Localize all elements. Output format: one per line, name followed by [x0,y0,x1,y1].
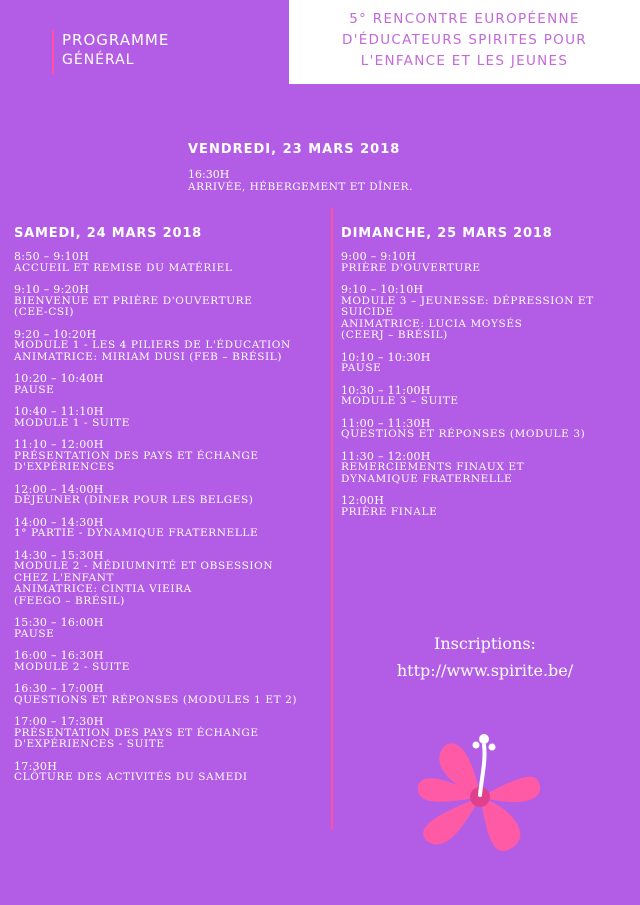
friday-day-heading: VENDREDI, 23 MARS 2018 [188,142,401,157]
schedule-entry [341,284,631,342]
entry-description: MODULE 3 – SUITE [341,395,459,407]
entry-time: 9:20 – 10:20H [14,327,97,341]
entry-description: SUICIDE [341,306,394,318]
inscriptions-url[interactable]: http://www.spirite.be/ [396,661,574,680]
stamen-pollen [489,744,496,751]
entry-description: CHEZ L'ENFANT [14,571,115,584]
stamen-pollen [473,742,480,749]
entry-time: 16:30 – 17:00H [14,682,104,695]
entry-time: 8:50 – 9:10H [14,250,90,263]
programme-heading-line2: GÉNÉRAL [62,52,135,68]
entry-description: D'EXPÉRIENCES [14,461,115,473]
schedule-entry [341,251,631,274]
flower-stamen [480,745,485,795]
entry-description: PRIÈRE FINALE [341,505,438,518]
entry-description: (FEEGO – BRÉSIL) [14,594,125,607]
entry-description: ACCUEIL ET REMISE DU MATÉRIEL [14,261,233,274]
entry-description: CLÔTURE DES ACTIVITÉS DU SAMEDI [14,771,248,783]
entry-description: MODULE 2 - SUITE [14,660,130,673]
entry-time: 9:00 – 9:10H [341,250,417,263]
sunday-schedule [341,251,631,518]
schedule-entry [14,329,324,364]
entry-description: MODULE 1 - SUITE [14,416,130,429]
schedule-entry [14,406,324,429]
schedule-entry [14,617,324,640]
friday-time: 16:30H [188,168,230,181]
flower-petal [423,797,480,844]
sunday-column [341,226,631,528]
entry-time: 16:00 – 16:30H [14,649,104,662]
entry-description: MODULE 2 - MÉDIUMNITÉ ET OBSESSION [14,560,274,572]
schedule-entry [14,251,324,274]
schedule-entry [14,683,324,706]
entry-description: D'EXPÉRIENCES - SUITE [14,738,165,750]
entry-time: 10:10 – 10:30H [341,350,431,364]
entry-description: ANIMATRICE: MIRIAM DUSI (FEB – BRÉSIL) [14,350,283,363]
entry-description: DYNAMIQUE FRATERNELLE [341,472,513,485]
friday-section [188,142,413,193]
event-title-line: L'ENFANCE ET LES JEUNES [360,53,569,69]
sunday-day-heading: DIMANCHE, 25 MARS 2018 [341,226,553,241]
event-title-line: D'ÉDUCATEURS SPIRITES POUR [342,32,587,48]
schedule-entry [14,650,324,673]
entry-description: PRÉSENTATION DES PAYS ET ÉCHANGE [14,726,259,739]
schedule-entry [341,385,631,408]
schedule-entry [14,284,324,319]
schedule-entry [341,418,631,441]
schedule-entry [341,352,631,375]
entry-time: 11:00 – 11:30H [341,416,431,430]
entry-time: 15:30 – 16:00H [14,616,104,629]
entry-description: PRIÈRE D'OUVERTURE [341,261,481,274]
entry-time: 12:00H [341,494,385,507]
saturday-column [14,226,324,794]
entry-time: 9:10 – 10:10H [341,283,424,296]
schedule-entry [14,716,324,751]
entry-time: 12:00 – 14:00H [14,482,104,496]
entry-time: 11:10 – 12:00H [14,438,104,451]
schedule-entry [341,451,631,486]
entry-time: 10:20 – 10:40H [14,372,104,385]
entry-description: PAUSE [341,362,382,374]
entry-description: MODULE 1 - LES 4 PILIERS DE L'ÉDUCATION [14,339,291,351]
entry-description: REMERCIEMENTS FINAUX ET [341,461,525,473]
flower-petal [480,797,520,851]
schedule-entry [14,761,324,784]
schedule-entry [14,550,324,608]
entry-time: 11:30 – 12:00H [341,449,431,463]
entry-description: BIENVENUE ET PRIÈRE D'OUVERTURE [14,294,253,307]
saturday-day-heading: SAMEDI, 24 MARS 2018 [14,226,203,241]
schedule-entry [14,517,324,540]
programme-heading-line1: PROGRAMME [62,31,170,49]
schedule-entry [14,484,324,507]
entry-time: 14:30 – 15:30H [14,548,104,562]
entry-time: 17:30H [14,759,58,773]
entry-description: PAUSE [14,383,55,396]
entry-time: 17:00 – 17:30H [14,715,104,728]
saturday-schedule [14,251,324,784]
column-divider [331,208,333,830]
event-title-line: 5° RENCONTRE EUROPÉENNE [349,11,580,27]
entry-time: 9:10 – 9:20H [14,283,90,296]
schedule-entry [341,495,631,518]
inscriptions-block [340,630,630,684]
friday-description: ARRIVÉE, HÉBERGEMENT ET DÎNER. [188,181,413,193]
entry-description: QUESTIONS ET RÉPONSES (MODULE 3) [341,428,586,440]
inscriptions-label: Inscriptions: [434,634,536,653]
entry-description: MODULE 3 – JEUNESSE: DÉPRESSION ET [341,294,594,307]
entry-description: (CEE-CSI) [14,306,75,318]
entry-time: 10:40 – 11:10H [14,405,104,418]
entry-description: ANIMATRICE: CINTIA VIEIRA [14,583,192,595]
entry-description: ANIMATRICE: LUCIA MOYSÉS [341,317,523,330]
schedule-entry [14,439,324,474]
entry-description: (CEERJ – BRÉSIL) [341,329,448,341]
entry-time: 10:30 – 11:00H [341,383,431,397]
programme-heading [52,30,169,74]
entry-description: PAUSE [14,627,55,640]
entry-description: DÉJEUNER (DINER POUR LES BELGES) [14,494,254,506]
entry-description: PRÉSENTATION DES PAYS ET ÉCHANGE [14,449,259,462]
hibiscus-flower-icon [408,715,558,865]
event-title-box [289,0,640,84]
entry-description: 1° PARTIE - DYNAMIQUE FRATERNELLE [14,527,259,539]
schedule-entry [14,373,324,396]
entry-description: QUESTIONS ET RÉPONSES (MODULES 1 ET 2) [14,693,298,706]
stamen-tip [479,734,489,744]
entry-time: 14:00 – 14:30H [14,515,104,529]
